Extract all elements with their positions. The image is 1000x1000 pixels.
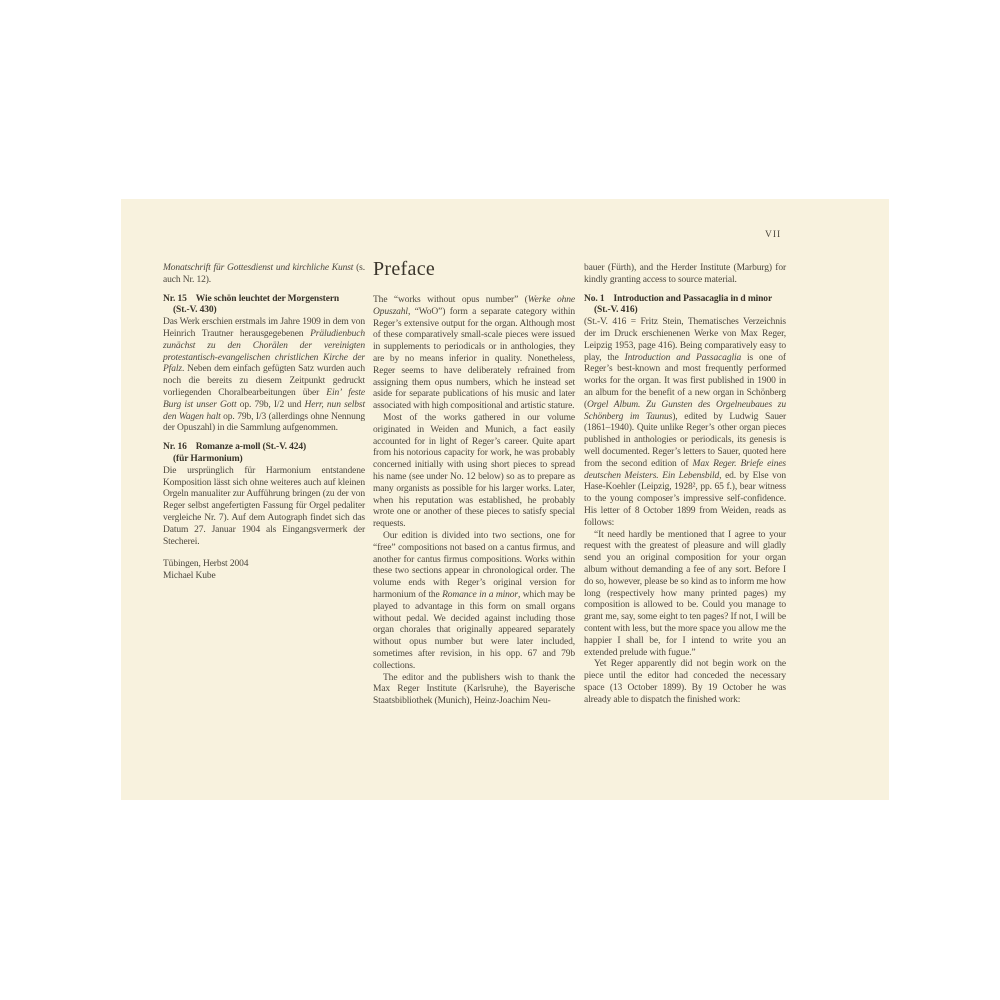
work-heading [584, 294, 786, 306]
preface-paragraph-1: The “works without opus number” (Werke ohne Opuszahl, “WoO”) form a separate category within Reger’s extensive output for the organ. Although most of these comparatively small-scale pieces were issued in supplements to periodicals or in anthologies, they are by no means inferior in quality. Nonetheless, Reger seems to have deliberately refrained from assigning them opus numbers, which he instead set aside for separate publications of his music and later associated with high compositional and artistic stature. [373, 295, 576, 412]
signoff-name: Michael Kube [163, 571, 216, 582]
page-number: VII [765, 230, 782, 240]
commentary-closing-paragraph: Yet Reger apparently did not begin work on the piece until the editor had conceded the necessary space (13 October 1899). By 19 October he was already able to dispatch the finished work: [584, 659, 786, 705]
preface-paragraph-2: Most of the works gathered in our volume originated in Weiden and Munich, a fact easily accounted for in light of Reger’s career. Quite apart from his notorious capacity for work, he was probably concerned initially with using short pieces to spread his name (see under No. 12 below) so as to prepare as many organists as possible for his larger works. Later, when his reputation was established, he probably wrote one or another of these pieces to satisfy special requests. [373, 412, 575, 530]
work-body: Das Werk erschien erstmals im Jahre 1909 in dem von Heinrich Trautner herausgegebenen Präludienbuch zunächst zu den Chorälen der vereinigten protestantisch-evangelischen christlichen Kirche der Pfalz. Neben dem einfach gefügten Satz wurden auch noch die bereits zu diesem Zeitpunkt gedruckt vorliegenden Choralbearbeitungen über Ein’ feste Burg ist unser Gott op. 79b, I/2 und Herr, nun selbst den Wagen halt op. 79b, I/3 (allerdings ohne Nennung der Opuszahl) in die Sammlung aufgenommen. [163, 317, 366, 434]
work-commentary-paragraph: (St.-V. 416 = Fritz Stein, Thematisches Verzeichnis der im Druck erschienenen Werke von Max Reger, Leipzig 1953, page 416). Being comparatively easy to play, the Introduction and Passacaglia is one of Reger’s best-known and most frequently performed works for the organ. It was first published in 1900 in an album for the benefit of a new organ in Schönberg (Orgel Album. Zu Gunsten des Orgelneubaues zu Schönberg im Taunus), edited by Ludwig Sauer (1861–1940). Quite unlike Reger’s other organ pieces published in anthologies or periodicals, its genesis is well documented. Reger’s letters to Sauer, quoted here from the second edition of Max Reger. Briefe eines deutschen Meisters. Ein Lebensbild, ed. by Else von Hase-Koehler (Leipzig, 1928², pp. 65 f.), bear witness to the young composer’s impressive self-confidence. His letter of 8 October 1899 from Weiden, reads as follows: [584, 317, 787, 528]
continuation-paragraph: bauer (Fürth), and the Herder Institute (Marburg) for kindly granting access to source material. [584, 263, 786, 285]
signoff-place-date: Tübingen, Herbst 2004 [163, 559, 249, 570]
preface-title: Preface [373, 258, 436, 280]
journal-reference: Monatschrift für Gottesdienst und kirchliche Kunst (s. auch Nr. 12). [163, 263, 365, 285]
column-preface [373, 258, 576, 708]
preface-paragraph-4: The editor and the publishers wish to thank the Max Reger Institute (Karlsruhe), the Bayerische Staatsbibliothek (Munich), Heinz-Joachim Neu- [373, 672, 575, 707]
work-subheading: (St.-V. 416) [594, 305, 638, 316]
work-number: Nr. 16 [163, 442, 187, 453]
reger-letter-quote: “It need hardly be mentioned that I agree to your request with the greatest of pleasure and will gladly send you an original composition for your organ album without demanding a fee of any sort. Before I do so, however, please be so kind as to inform me how long (respectively how many printed pages) my composition is allowed to be. Could you manage to grant me, say, some eight to ten pages? If not, I will be content with less, but the more space you allow me the happier I shall be, for I intend to write you an extended prelude with fugue.” [584, 529, 786, 658]
book-page [121, 199, 889, 800]
work-number: No. 1 [584, 293, 605, 304]
work-title: Romanze a-moll (St.-V. 424) [195, 442, 307, 453]
column-preface-continued [584, 263, 786, 706]
work-section-nr16 [163, 442, 365, 548]
work-heading [163, 294, 365, 306]
work-title: Introduction and Passacaglia in d minor [613, 293, 773, 304]
work-heading [163, 442, 365, 454]
signoff [163, 559, 365, 583]
column-german-notes [163, 263, 365, 583]
work-section-no1 [584, 294, 786, 707]
preface-paragraph-3: Our edition is divided into two sections, one for “free” compositions not based on a cantus firmus, and another for cantus firmus compositions. Works within these two sections appear in chronological order. The volume ends with Reger’s original version for harmonium of the Romance in a minor, which may be played to advantage in this form on small organs without pedal. We decided against including those organ chorales that originally appeared separately without opus number but were later included, sometimes after revision, in his opp. 67 and 79b collections. [373, 530, 576, 671]
work-body: Die ursprünglich für Harmonium entstandene Komposition lässt sich ohne weiteres auch auf kleinen Orgeln manualiter zur Aufführung bringen (zu der von Reger selbst angefertigten Fassung für Orgel pedaliter vergleiche Nr. 7). Auf dem Autograph findet sich das Datum 27. Januar 1904 als Eingangsvermerk der Stecherei. [163, 465, 365, 547]
work-subheading: (für Harmonium) [173, 453, 243, 464]
work-number: Nr. 15 [163, 293, 187, 304]
work-subheading: (St.-V. 430) [173, 305, 217, 316]
work-title: Wie schön leuchtet der Morgenstern [195, 293, 340, 304]
work-section-nr15 [163, 294, 365, 436]
